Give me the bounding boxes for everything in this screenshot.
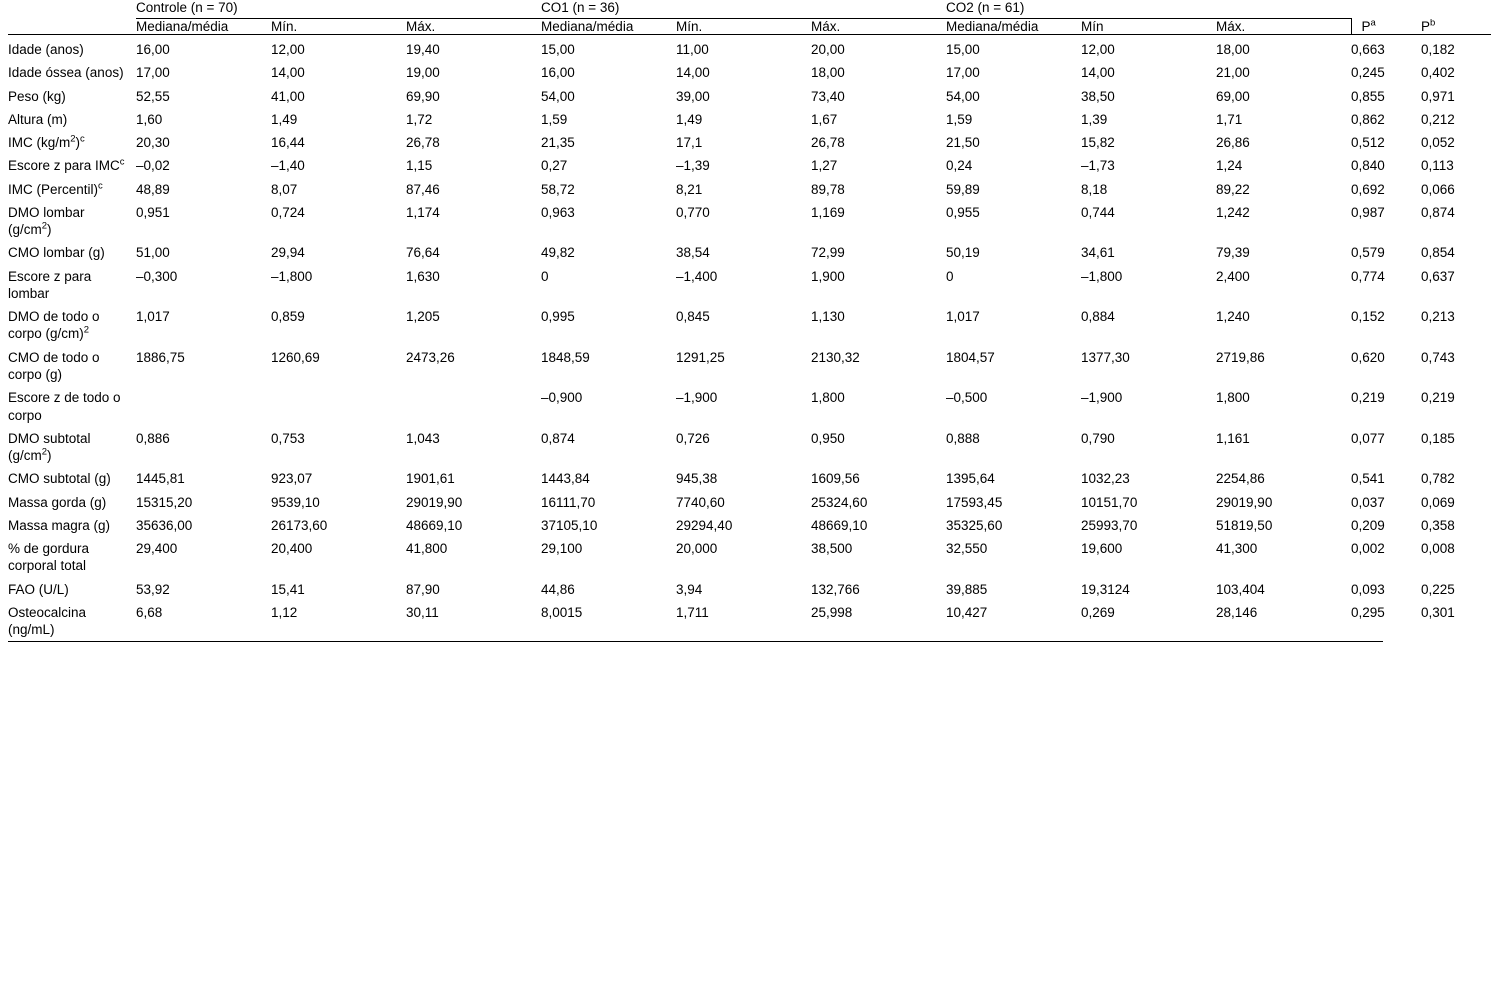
subheader-control-max: Máx. bbox=[406, 19, 436, 34]
cell-value: 17,00 bbox=[136, 65, 170, 81]
subheader-co1-median: Mediana/média bbox=[541, 19, 634, 34]
cell-value: 14,00 bbox=[676, 65, 710, 81]
row-label-superscript-note: c bbox=[98, 180, 103, 192]
cell-value: 1,017 bbox=[136, 309, 170, 325]
cell-value: 29,400 bbox=[136, 541, 178, 557]
table-row bbox=[8, 346, 1491, 387]
cell-value: 30,11 bbox=[406, 604, 439, 620]
cell-value: 76,64 bbox=[406, 245, 440, 261]
cell-value: 29,100 bbox=[541, 541, 583, 557]
cell-value: 29294,40 bbox=[676, 517, 733, 533]
cell-value: 1,900 bbox=[811, 268, 845, 284]
table-row bbox=[8, 491, 1491, 514]
cell-value: –1,800 bbox=[1081, 268, 1123, 284]
cell-value: –1,800 bbox=[271, 268, 313, 284]
cell-p-a: 0,862 bbox=[1351, 111, 1385, 127]
cell-value: 1901,61 bbox=[406, 471, 455, 487]
cell-value: 0,724 bbox=[271, 204, 305, 220]
cell-value: 48669,10 bbox=[406, 517, 463, 533]
cell-value: 1,27 bbox=[811, 158, 838, 174]
cell-value: 2254,86 bbox=[1216, 471, 1265, 487]
cell-value: 2473,26 bbox=[406, 349, 455, 365]
table-row bbox=[8, 601, 1491, 642]
cell-value: 1,59 bbox=[541, 111, 568, 127]
cell-value: 12,00 bbox=[1081, 42, 1115, 57]
cell-value: 1,800 bbox=[1216, 390, 1250, 406]
cell-value: 39,885 bbox=[946, 581, 988, 597]
cell-value: 0,951 bbox=[136, 204, 170, 220]
table-row bbox=[8, 578, 1491, 601]
cell-value: 50,19 bbox=[946, 245, 980, 261]
cell-value: 0 bbox=[541, 268, 549, 284]
cell-p-b: 0,874 bbox=[1421, 204, 1455, 220]
cell-value: –0,900 bbox=[541, 390, 583, 406]
cell-value: 26173,60 bbox=[271, 517, 328, 533]
cell-value: 3,94 bbox=[676, 581, 703, 597]
cell-value: 0 bbox=[946, 268, 954, 284]
cell-p-b: 0,213 bbox=[1421, 309, 1455, 325]
cell-value: 35636,00 bbox=[136, 517, 193, 533]
cell-value: –1,400 bbox=[676, 268, 718, 284]
cell-value: 1,240 bbox=[1216, 309, 1250, 325]
row-label: Escore z para lombar bbox=[8, 268, 92, 301]
cell-value: 35325,60 bbox=[946, 517, 1003, 533]
cell-value: 923,07 bbox=[271, 471, 313, 487]
subheader-co2-max: Máx. bbox=[1216, 19, 1246, 34]
cell-value: 7740,60 bbox=[676, 494, 725, 510]
cell-value: 58,72 bbox=[541, 181, 575, 197]
cell-value: 28,146 bbox=[1216, 604, 1258, 620]
cell-value: 17,1 bbox=[676, 135, 703, 151]
cell-value: 1,39 bbox=[1081, 111, 1108, 127]
cell-value: 38,50 bbox=[1081, 88, 1115, 104]
cell-value: 87,46 bbox=[406, 181, 440, 197]
row-label: Peso (kg) bbox=[8, 88, 66, 104]
cell-value: 0,269 bbox=[1081, 604, 1115, 620]
cell-value: 53,92 bbox=[136, 581, 170, 597]
cell-value: 20,00 bbox=[811, 42, 845, 57]
cell-value: 1445,81 bbox=[136, 471, 185, 487]
cell-value: 89,22 bbox=[1216, 181, 1250, 197]
table-row bbox=[8, 61, 1491, 84]
cell-p-b: 0,052 bbox=[1421, 135, 1455, 151]
cell-p-b: 0,637 bbox=[1421, 268, 1455, 284]
cell-value: –0,300 bbox=[136, 268, 178, 284]
cell-value: 52,55 bbox=[136, 88, 170, 104]
cell-value: 69,90 bbox=[406, 88, 440, 104]
cell-value: 1,161 bbox=[1216, 430, 1250, 446]
row-label: Massa magra (g) bbox=[8, 517, 111, 533]
cell-p-a: 0,002 bbox=[1351, 541, 1385, 557]
cell-value: 8,18 bbox=[1081, 181, 1108, 197]
p-b-label: P bbox=[1421, 18, 1431, 34]
cell-value: 38,500 bbox=[811, 541, 853, 557]
row-label-superscript: 2 bbox=[41, 446, 48, 458]
subheader-control-min: Mín. bbox=[271, 19, 298, 34]
cell-value: 26,78 bbox=[406, 135, 440, 151]
cell-value: 1377,30 bbox=[1081, 349, 1130, 365]
table-row bbox=[8, 85, 1491, 108]
cell-value: 11,00 bbox=[676, 42, 709, 57]
row-label: % de gordura corporal total bbox=[8, 541, 90, 574]
cell-value: 15,41 bbox=[271, 581, 305, 597]
cell-value: 0,963 bbox=[541, 204, 575, 220]
cell-value: 1,72 bbox=[406, 111, 433, 127]
row-label-superscript-note: c bbox=[119, 156, 125, 168]
cell-value: 0,744 bbox=[1081, 204, 1115, 220]
cell-value: 20,000 bbox=[676, 541, 718, 557]
group-header-blank bbox=[8, 0, 136, 19]
table-row bbox=[8, 201, 1491, 242]
cell-value: 0,790 bbox=[1081, 430, 1115, 446]
cell-p-a: 0,219 bbox=[1351, 390, 1385, 406]
cell-value: 1,15 bbox=[406, 158, 433, 174]
row-label: DMO subtotal $(g/cm^2)$ bbox=[8, 430, 91, 464]
cell-value: 15,00 bbox=[946, 42, 980, 57]
row-label: Massa gorda (g) bbox=[8, 494, 107, 510]
cell-value: 1886,75 bbox=[136, 349, 185, 365]
cell-p-a: 0,774 bbox=[1351, 268, 1385, 284]
cell-value: 39,00 bbox=[676, 88, 710, 104]
cell-value: 1,71 bbox=[1216, 111, 1243, 127]
cell-value: 21,35 bbox=[541, 135, 575, 151]
cell-value: 1395,64 bbox=[946, 471, 995, 487]
cell-value: 18,00 bbox=[1216, 42, 1250, 57]
subheader-row bbox=[8, 19, 1491, 35]
cell-value: 51,00 bbox=[136, 245, 170, 261]
cell-value: 0,995 bbox=[541, 309, 575, 325]
cell-value: 21,00 bbox=[1216, 65, 1250, 81]
cell-value: 14,00 bbox=[271, 65, 305, 81]
cell-p-b: 0,066 bbox=[1421, 181, 1455, 197]
cell-value: 51819,50 bbox=[1216, 517, 1273, 533]
cell-value: 12,00 bbox=[271, 42, 305, 57]
cell-p-b: 0,113 bbox=[1421, 158, 1454, 174]
row-label: Idade óssea (anos) bbox=[8, 65, 124, 81]
cell-value: 0,955 bbox=[946, 204, 980, 220]
cell-p-a: 0,093 bbox=[1351, 581, 1385, 597]
subheader-p-b bbox=[1421, 19, 1491, 35]
table-row bbox=[8, 265, 1491, 306]
row-label-superscript: 2 bbox=[83, 324, 90, 336]
p-a-label: P bbox=[1361, 18, 1371, 34]
cell-value: 19,00 bbox=[406, 65, 440, 81]
subheader-p-a bbox=[1351, 19, 1421, 35]
cell-value: 15315,20 bbox=[136, 494, 193, 510]
cell-value: 19,40 bbox=[406, 42, 440, 57]
cell-value: 945,38 bbox=[676, 471, 718, 487]
cell-p-b: 0,069 bbox=[1421, 494, 1455, 510]
cell-value: 1,67 bbox=[811, 111, 838, 127]
cell-value: 16111,70 bbox=[541, 494, 596, 510]
cell-value: 1,49 bbox=[271, 111, 298, 127]
cell-value: 1,205 bbox=[406, 309, 440, 325]
cell-value: 132,766 bbox=[811, 581, 860, 597]
cell-p-a: 0,295 bbox=[1351, 604, 1385, 620]
cell-p-b: 0,402 bbox=[1421, 65, 1455, 81]
cell-value: 25,998 bbox=[811, 604, 853, 620]
row-label: Idade (anos) bbox=[8, 42, 84, 57]
table-header bbox=[8, 0, 1491, 35]
cell-p-b: 0,185 bbox=[1421, 430, 1455, 446]
cell-value: 49,82 bbox=[541, 245, 575, 261]
cell-value: 1,59 bbox=[946, 111, 973, 127]
cell-value: –0,02 bbox=[136, 158, 170, 174]
cell-value: 41,00 bbox=[271, 88, 305, 104]
cell-p-b: 0,301 bbox=[1421, 604, 1455, 620]
cell-value: 25993,70 bbox=[1081, 517, 1138, 533]
cell-value: 1609,56 bbox=[811, 471, 860, 487]
cell-value: 6,68 bbox=[136, 604, 163, 620]
table-row bbox=[8, 131, 1491, 154]
cell-value: 19,600 bbox=[1081, 541, 1123, 557]
cell-value: 8,07 bbox=[271, 181, 298, 197]
cell-p-b: 0,219 bbox=[1421, 390, 1455, 406]
cell-value: 10151,70 bbox=[1081, 494, 1138, 510]
cell-value bbox=[136, 386, 271, 427]
group-header-row bbox=[8, 0, 1491, 19]
cell-value: 20,400 bbox=[271, 541, 313, 557]
p-a-superscript: a bbox=[1370, 17, 1376, 28]
cell-p-b: 0,743 bbox=[1421, 349, 1455, 365]
cell-value: –1,73 bbox=[1081, 158, 1115, 174]
cell-value: 17593,45 bbox=[946, 494, 1003, 510]
cell-p-a: 0,245 bbox=[1351, 65, 1385, 81]
group-header-co1: CO1 (n = 36) bbox=[541, 0, 946, 19]
cell-value: 19,3124 bbox=[1081, 581, 1130, 597]
row-label: CMO lombar (g) bbox=[8, 245, 105, 261]
row-label: CMO de todo o corpo (g) bbox=[8, 349, 100, 382]
row-label-superscript-note: c bbox=[80, 133, 85, 145]
cell-value: 29019,90 bbox=[1216, 494, 1273, 510]
cell-value: 48669,10 bbox=[811, 517, 868, 533]
cell-value: –1,40 bbox=[271, 158, 305, 174]
row-label: IMC $(kg/m^2)^c$ bbox=[8, 133, 85, 151]
cell-p-a: 0,987 bbox=[1351, 204, 1385, 220]
cell-value: 15,00 bbox=[541, 42, 575, 57]
cell-value: 10,427 bbox=[946, 604, 988, 620]
cell-value: 1,800 bbox=[811, 390, 845, 406]
cell-value: 1,043 bbox=[406, 430, 440, 446]
cell-value: 8,0015 bbox=[541, 604, 583, 620]
cell-value: 1032,23 bbox=[1081, 471, 1130, 487]
table-row bbox=[8, 154, 1491, 177]
cell-value: 1,711 bbox=[676, 604, 709, 620]
cell-value: –1,900 bbox=[1081, 390, 1123, 406]
cell-value: 2719,86 bbox=[1216, 349, 1265, 365]
cell-value: 54,00 bbox=[541, 88, 575, 104]
cell-value: 1,49 bbox=[676, 111, 703, 127]
cell-p-a: 0,620 bbox=[1351, 349, 1385, 365]
cell-p-a: 0,840 bbox=[1351, 158, 1385, 174]
cell-value: –1,900 bbox=[676, 390, 718, 406]
cell-value: 32,550 bbox=[946, 541, 988, 557]
subheader-co2-median: Mediana/média bbox=[946, 19, 1039, 34]
cell-p-a: 0,209 bbox=[1351, 517, 1385, 533]
cell-value: 59,89 bbox=[946, 181, 980, 197]
subheader-control-median: Mediana/média bbox=[136, 19, 229, 34]
group-header-co2: CO2 (n = 61) bbox=[946, 0, 1351, 19]
cell-value: 0,874 bbox=[541, 430, 575, 446]
cell-p-a: 0,579 bbox=[1351, 245, 1385, 261]
cell-p-b: 0,225 bbox=[1421, 581, 1455, 597]
cell-p-b: 0,854 bbox=[1421, 245, 1455, 261]
cell-value: 14,00 bbox=[1081, 65, 1115, 81]
cell-value: 0,845 bbox=[676, 309, 710, 325]
cell-value: 1,242 bbox=[1216, 204, 1250, 220]
row-label: DMO de todo o corpo $(g/cm)^2$ bbox=[8, 309, 100, 342]
cell-value: 0,884 bbox=[1081, 309, 1115, 325]
cell-value: –1,39 bbox=[676, 158, 710, 174]
cell-value: 2130,32 bbox=[811, 349, 860, 365]
cell-value: 29,94 bbox=[271, 245, 305, 261]
cell-value: 8,21 bbox=[676, 181, 703, 197]
cell-value: 69,00 bbox=[1216, 88, 1250, 104]
cell-value: 44,86 bbox=[541, 581, 575, 597]
cell-value: 38,54 bbox=[676, 245, 710, 261]
cell-p-b: 0,008 bbox=[1421, 541, 1455, 557]
cell-value: 87,90 bbox=[406, 581, 440, 597]
cell-value: 0,859 bbox=[271, 309, 305, 325]
cell-p-a: 0,541 bbox=[1351, 471, 1385, 487]
cell-value: 1260,69 bbox=[271, 349, 320, 365]
cell-value: 1,12 bbox=[271, 604, 298, 620]
cell-p-a: 0,037 bbox=[1351, 494, 1385, 510]
cell-value: 29019,90 bbox=[406, 494, 463, 510]
row-label: IMC (Percentil)$^c$ bbox=[8, 180, 103, 197]
table-row bbox=[8, 305, 1491, 346]
cell-value: 0,753 bbox=[271, 430, 305, 446]
cell-value: 1,174 bbox=[406, 204, 440, 220]
cell-value: 0,770 bbox=[676, 204, 710, 220]
cell-p-b: 0,782 bbox=[1421, 471, 1455, 487]
cell-value: 73,40 bbox=[811, 88, 845, 104]
group-header-control: Controle (n = 70) bbox=[136, 0, 541, 19]
cell-value: 9539,10 bbox=[271, 494, 320, 510]
row-label: Osteocalcina (ng/mL) bbox=[8, 604, 87, 638]
table-bottom-rule bbox=[8, 641, 1383, 642]
cell-value: 34,61 bbox=[1081, 245, 1115, 261]
table-row bbox=[8, 537, 1491, 578]
cell-value: 48,89 bbox=[136, 181, 170, 197]
cell-value: 1,169 bbox=[811, 204, 845, 220]
table-row bbox=[8, 108, 1491, 131]
cell-value: 1443,84 bbox=[541, 471, 590, 487]
cell-value bbox=[271, 386, 406, 427]
row-label: DMO lombar $(g/cm^2)$ bbox=[8, 204, 85, 238]
cell-value: 103,404 bbox=[1216, 581, 1265, 597]
cell-value: 1,130 bbox=[811, 309, 845, 325]
row-label-superscript: 2 bbox=[41, 220, 48, 232]
cell-value: 1848,59 bbox=[541, 349, 590, 365]
cell-p-a: 0,855 bbox=[1351, 88, 1385, 104]
cell-value: 89,78 bbox=[811, 181, 845, 197]
cell-p-b: 0,358 bbox=[1421, 517, 1455, 533]
subheader-blank bbox=[8, 19, 136, 35]
cell-value: 0,888 bbox=[946, 430, 980, 446]
p-b-superscript: b bbox=[1430, 17, 1436, 28]
cell-value: 16,00 bbox=[541, 65, 575, 81]
cell-value: 16,00 bbox=[136, 42, 170, 57]
cell-value: 16,44 bbox=[271, 135, 305, 151]
cell-value: 1,630 bbox=[406, 268, 440, 284]
subheader-co1-min: Mín. bbox=[676, 19, 703, 34]
subheader-co2-min: Mín bbox=[1081, 19, 1104, 34]
cell-p-a: 0,512 bbox=[1351, 135, 1385, 151]
cell-value: 2,400 bbox=[1216, 268, 1250, 284]
cell-value: 1,017 bbox=[946, 309, 980, 325]
group-header-p-blank bbox=[1351, 0, 1491, 19]
cell-p-b: 0,212 bbox=[1421, 111, 1455, 127]
cell-value: 1,60 bbox=[136, 111, 163, 127]
cell-value: 15,82 bbox=[1081, 135, 1115, 151]
row-label-superscript: 2 bbox=[70, 133, 76, 145]
cell-value: 21,50 bbox=[946, 135, 980, 151]
table-body bbox=[8, 35, 1491, 642]
cell-value: 37105,10 bbox=[541, 517, 598, 533]
cell-value: 20,30 bbox=[136, 135, 170, 151]
cell-value: –0,500 bbox=[946, 390, 988, 406]
cell-value: 18,00 bbox=[811, 65, 845, 81]
table-row bbox=[8, 35, 1491, 62]
cell-value: 54,00 bbox=[946, 88, 980, 104]
cell-value: 1291,25 bbox=[676, 349, 725, 365]
cell-p-b: 0,971 bbox=[1421, 88, 1455, 104]
subheader-co1-max: Máx. bbox=[811, 19, 841, 34]
cell-value: 0,24 bbox=[946, 158, 973, 174]
table-row bbox=[8, 178, 1491, 201]
table-row bbox=[8, 467, 1491, 490]
cell-value: 41,300 bbox=[1216, 541, 1258, 557]
cell-value: 17,00 bbox=[946, 65, 980, 81]
cell-p-a: 0,077 bbox=[1351, 430, 1385, 446]
cell-value: 1,24 bbox=[1216, 158, 1243, 174]
row-label: Altura (m) bbox=[8, 111, 68, 127]
table-row bbox=[8, 514, 1491, 537]
row-label: Escore z para IMC$^c$ bbox=[8, 156, 125, 174]
cell-value: 0,886 bbox=[136, 430, 170, 446]
results-table bbox=[8, 0, 1491, 641]
cell-value: 41,800 bbox=[406, 541, 448, 557]
cell-p-a: 0,692 bbox=[1351, 181, 1385, 197]
cell-value: 79,39 bbox=[1216, 245, 1250, 261]
row-label: CMO subtotal (g) bbox=[8, 471, 111, 487]
table-row bbox=[8, 241, 1491, 264]
row-label: Escore z de todo o corpo bbox=[8, 390, 121, 423]
row-label: FAO (U/L) bbox=[8, 581, 69, 597]
cell-value: 0,726 bbox=[676, 430, 710, 446]
cell-value: 1804,57 bbox=[946, 349, 995, 365]
cell-value: 25324,60 bbox=[811, 494, 868, 510]
cell-p-a: 0,152 bbox=[1351, 309, 1385, 325]
cell-value: 0,27 bbox=[541, 158, 568, 174]
cell-value: 26,86 bbox=[1216, 135, 1250, 151]
cell-value: 72,99 bbox=[811, 245, 845, 261]
cell-p-a: 0,663 bbox=[1351, 42, 1385, 57]
cell-value bbox=[406, 386, 541, 427]
cell-value: 26,78 bbox=[811, 135, 845, 151]
table-row bbox=[8, 427, 1491, 468]
table-row bbox=[8, 386, 1491, 427]
cell-p-b: 0,182 bbox=[1421, 42, 1455, 57]
cell-value: 0,950 bbox=[811, 430, 845, 446]
